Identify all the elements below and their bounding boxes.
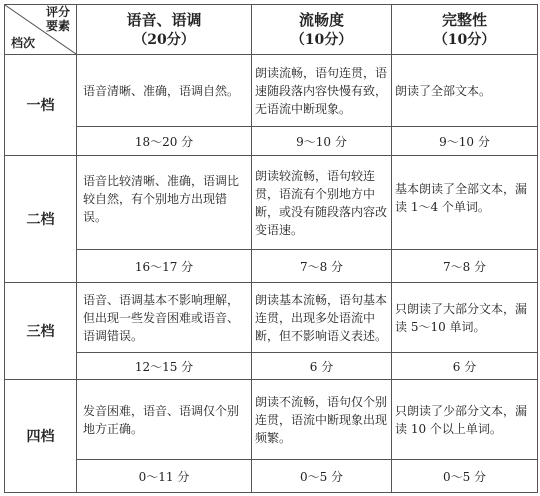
criteria-cell-completeness: 只朗读了大部分文本，漏读 5～10 单词。 [392, 283, 538, 353]
level-row-1 [5, 55, 538, 127]
column-points: （10分） [290, 31, 353, 48]
score-row-3 [5, 353, 538, 380]
corner-label-top-line1: 评分 [45, 5, 70, 19]
criteria-cell-pronunciation: 语音比较清晰、准确，语调比较自然，有个别地方出现错误。 [77, 156, 252, 250]
column-header-fluency [252, 5, 392, 55]
corner-label-top-line2: 要素 [45, 19, 70, 33]
criteria-cell-pronunciation: 发音困难，语音、语调仅个别地方正确。 [77, 380, 252, 460]
corner-label-top [46, 5, 70, 33]
criteria-cell-completeness: 朗读了全部文本。 [392, 55, 538, 127]
corner-label-bottom: 档次 [11, 36, 36, 50]
score-cell-completeness: 7～8 分 [392, 250, 538, 283]
score-cell-completeness: 6 分 [392, 353, 538, 380]
scoring-rubric-table [4, 4, 538, 493]
level-row-2 [5, 156, 538, 250]
criteria-cell-pronunciation: 语音清晰、准确，语调自然。 [77, 55, 252, 127]
score-cell-pronunciation: 18～20 分 [77, 127, 252, 156]
level-row-4 [5, 380, 538, 460]
criteria-cell-completeness: 只朗读了少部分文本，漏读 10 个以上单词。 [392, 380, 538, 460]
score-cell-pronunciation: 12～15 分 [77, 353, 252, 380]
column-header-completeness [392, 5, 538, 55]
criteria-cell-pronunciation: 语音、语调基本不影响理解，但出现一些发音困难或语音、语调错误。 [77, 283, 252, 353]
column-title: 语音、语调 [126, 10, 202, 29]
criteria-cell-fluency: 朗读不流畅，语句仅个别连贯，语流中断现象出现频繁。 [252, 380, 392, 460]
score-cell-fluency: 0～5 分 [252, 460, 392, 493]
score-cell-fluency: 9～10 分 [252, 127, 392, 156]
header-row [5, 5, 538, 55]
level-label: 一档 [5, 55, 77, 156]
level-label: 四档 [5, 380, 77, 493]
score-cell-completeness: 0～5 分 [392, 460, 538, 493]
score-cell-completeness: 9～10 分 [392, 127, 538, 156]
criteria-cell-fluency: 朗读较流畅，语句较连贯，语流有个别地方中断，或没有随段落内容改变语速。 [252, 156, 392, 250]
score-cell-fluency: 6 分 [252, 353, 392, 380]
score-cell-pronunciation: 16～17 分 [77, 250, 252, 283]
level-label: 二档 [5, 156, 77, 283]
criteria-cell-completeness: 基本朗读了全部文本，漏读 1～4 个单词。 [392, 156, 538, 250]
score-cell-fluency: 7～8 分 [252, 250, 392, 283]
score-row-2 [5, 250, 538, 283]
score-cell-pronunciation: 0～11 分 [77, 460, 252, 493]
criteria-cell-fluency: 朗读流畅，语句连贯，语速随段落内容快慢有致，无语流中断现象。 [252, 55, 392, 127]
corner-header-cell [5, 5, 77, 55]
score-row-4 [5, 460, 538, 493]
score-row-1 [5, 127, 538, 156]
column-title: 完整性 [441, 10, 487, 29]
level-row-3 [5, 283, 538, 353]
criteria-cell-fluency: 朗读基本流畅，语句基本连贯，出现多处语流中断，但不影响语义表述。 [252, 283, 392, 353]
column-title: 流畅度 [298, 10, 344, 29]
column-header-pronunciation [77, 5, 252, 55]
column-points: （20分） [133, 31, 195, 48]
column-points: （10分） [433, 31, 496, 48]
level-label: 三档 [5, 283, 77, 380]
